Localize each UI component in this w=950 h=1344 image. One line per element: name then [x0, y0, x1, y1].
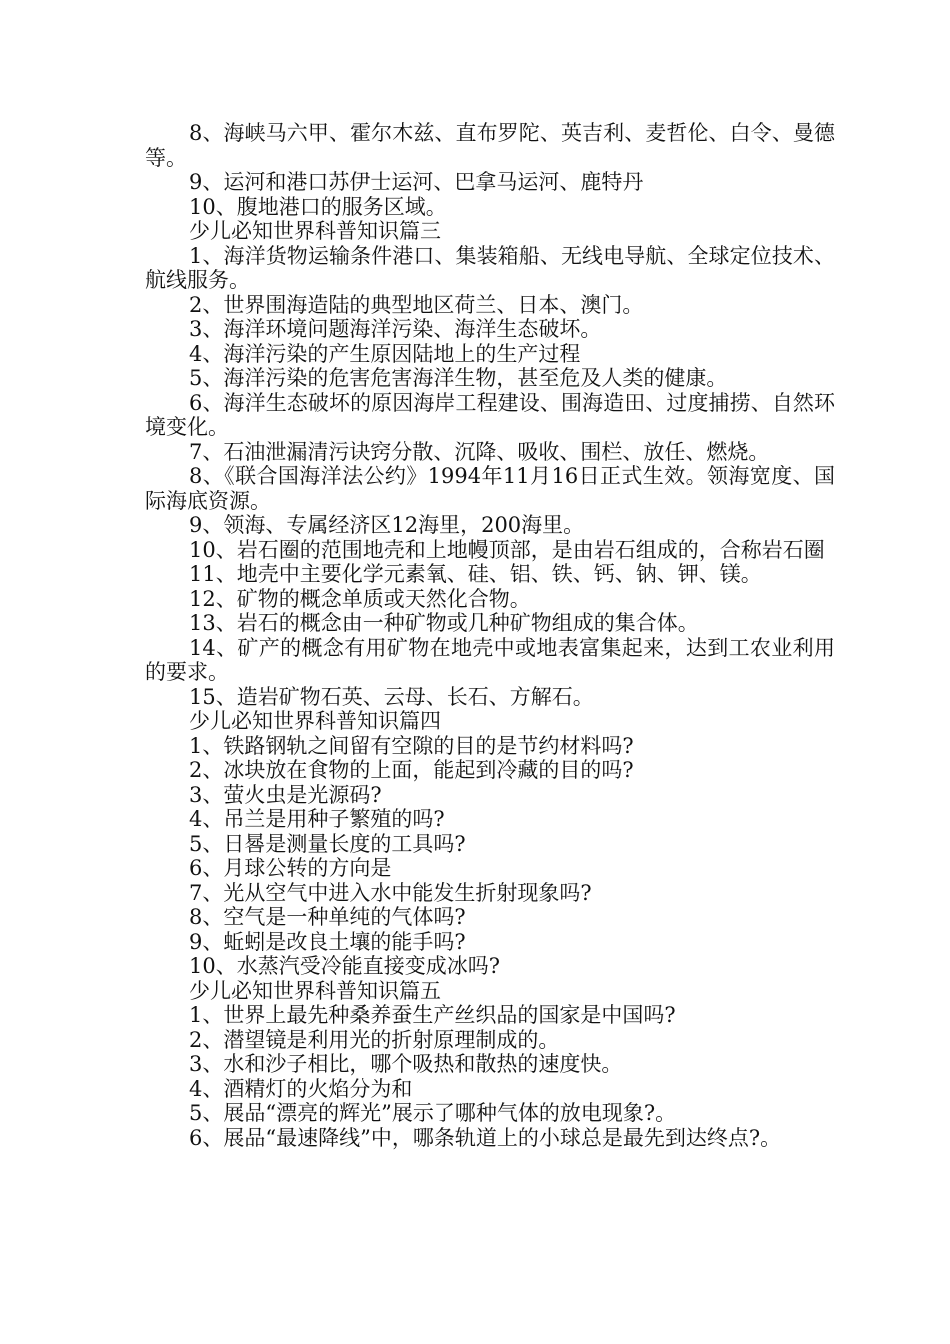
paragraph: 7、光从空气中进入水中能发生折射现象吗? — [189, 880, 592, 905]
paragraph: 1、世界上最先种桑养蚕生产丝织品的国家是中国吗? — [189, 1003, 676, 1027]
paragraph: 6、展品“最速降线”中，哪条轨道上的小球总是最先到达终点?。 — [189, 1125, 782, 1150]
paragraph: 4、海洋污染的产生原因陆地上的生产过程 — [189, 341, 581, 366]
paragraph: 1、铁路钢轨之间留有空隙的目的是节约材料吗? — [189, 733, 634, 758]
paragraph: 2、潜望镜是利用光的折射原理制成的。 — [189, 1027, 560, 1052]
paragraph: 8、《联合国海洋法公约》1994年11月16日正式生效。领海宽度、国际海底资源。 — [145, 464, 835, 513]
paragraph: 4、酒精灯的火焰分为和 — [189, 1076, 413, 1101]
paragraph: 14、矿产的概念有用矿物在地壳中或地表富集起来，达到工农业利用的要求。 — [145, 635, 835, 684]
section-heading: 少儿必知世界科普知识篇四 — [189, 709, 441, 733]
paragraph: 2、冰块放在食物的上面，能起到冷藏的目的吗? — [189, 758, 634, 782]
paragraph: 3、萤火虫是光源码? — [189, 782, 382, 807]
paragraph: 9、领海、专属经济区12海里，200海里。 — [189, 513, 585, 537]
paragraph: 5、日晷是测量长度的工具吗? — [189, 831, 466, 856]
document-body — [145, 121, 835, 1150]
paragraph: 8、海峡马六甲、霍尔木兹、直布罗陀、英吉利、麦哲伦、白令、曼德等。 — [145, 121, 835, 170]
paragraph: 10、腹地港口的服务区域。 — [189, 194, 447, 219]
paragraph: 10、岩石圈的范围地壳和上地幔顶部，是由岩石组成的，合称岩石圈 — [189, 537, 825, 562]
paragraph: 11、地壳中主要化学元素氧、硅、铝、铁、钙、钠、钾、镁。 — [189, 562, 762, 586]
paragraph: 6、海洋生态破坏的原因海岸工程建设、围海造田、过度捕捞、自然环境变化。 — [145, 390, 835, 439]
paragraph: 6、月球公转的方向是 — [189, 856, 392, 880]
paragraph: 7、石油泄漏清污诀窍分散、沉降、吸收、围栏、放任、燃烧。 — [189, 439, 770, 464]
paragraph: 4、吊兰是用种子繁殖的吗? — [189, 807, 445, 831]
paragraph: 9、蚯蚓是改良土壤的能手吗? — [189, 929, 466, 954]
paragraph: 9、运河和港口苏伊士运河、巴拿马运河、鹿特丹 — [189, 170, 644, 194]
paragraph: 12、矿物的概念单质或天然化合物。 — [189, 586, 531, 611]
paragraph: 5、海洋污染的危害危害海洋生物，甚至危及人类的健康。 — [189, 366, 728, 390]
paragraph: 10、水蒸汽受冷能直接变成冰吗? — [189, 954, 500, 978]
paragraph: 3、水和沙子相比，哪个吸热和散热的速度快。 — [189, 1052, 623, 1076]
paragraph: 1、海洋货物运输条件港口、集装箱船、无线电导航、全球定位技术、航线服务。 — [145, 243, 835, 292]
section-heading: 少儿必知世界科普知识篇三 — [189, 219, 441, 243]
paragraph: 5、展品“漂亮的辉光”展示了哪种气体的放电现象?。 — [189, 1101, 677, 1125]
paragraph: 3、海洋环境问题海洋污染、海洋生态破坏。 — [189, 317, 602, 341]
paragraph: 15、造岩矿物石英、云母、长石、方解石。 — [189, 684, 594, 709]
paragraph: 2、世界围海造陆的典型地区荷兰、日本、澳门。 — [189, 292, 644, 317]
paragraph: 8、空气是一种单纯的气体吗? — [189, 905, 466, 929]
section-heading: 少儿必知世界科普知识篇五 — [189, 978, 441, 1003]
paragraph: 13、岩石的概念由一种矿物或几种矿物组成的集合体。 — [189, 611, 699, 635]
